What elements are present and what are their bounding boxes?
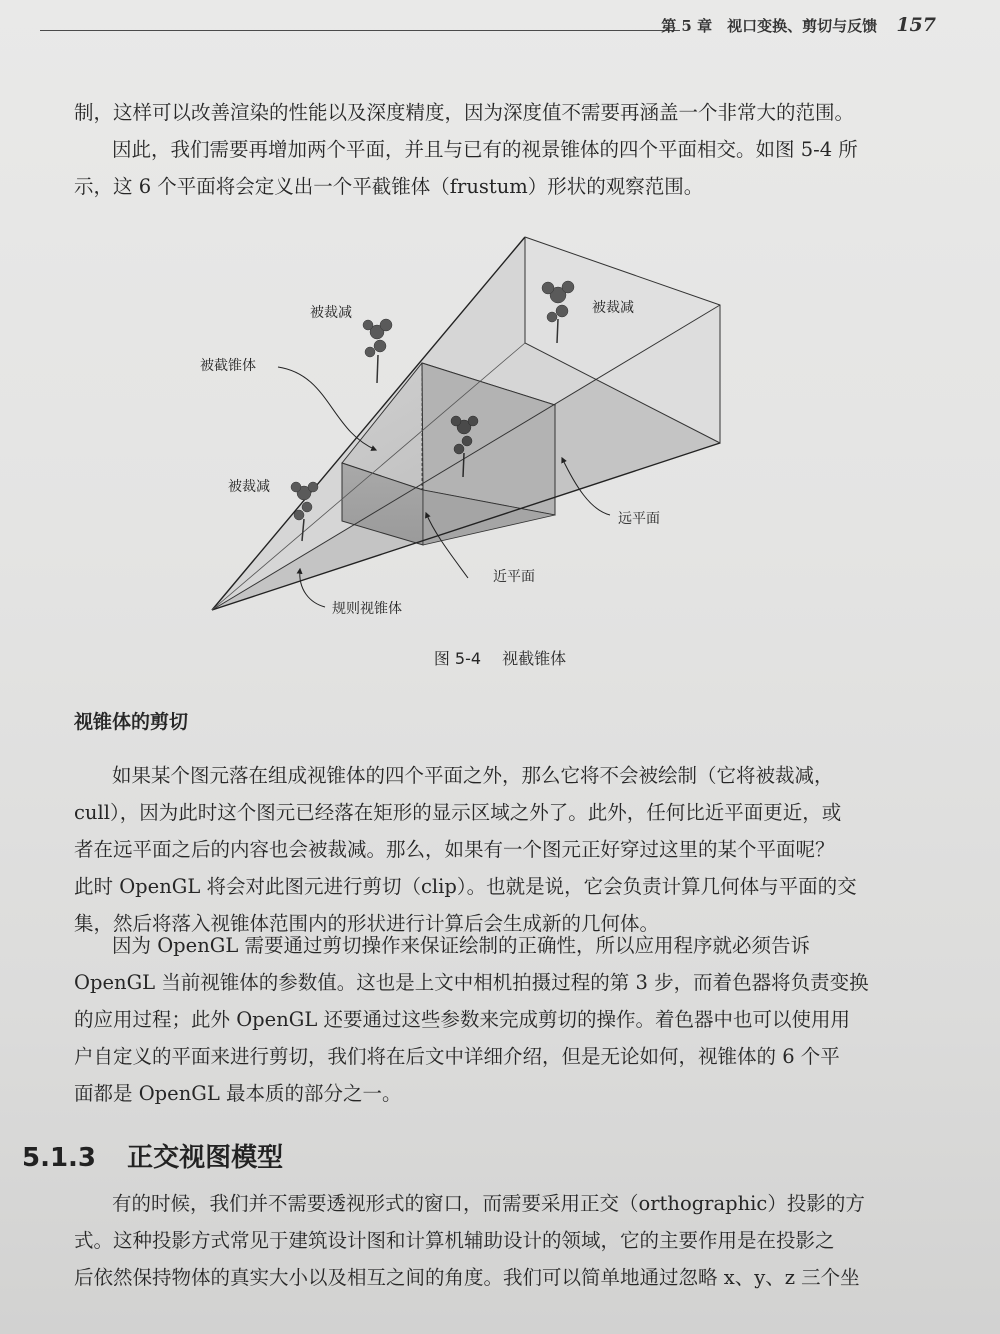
text-line: 集，然后将落入视锥体范围内的形状进行计算后会生成新的几何体。 xyxy=(74,912,660,935)
flower-icon xyxy=(363,319,392,383)
text-line: 有的时候，我们并不需要透视形式的窗口，而需要采用正交（orthographic）投影的方 xyxy=(112,1192,865,1215)
text-line: 的应用过程；此外 OpenGL 还要通过这些参数来完成剪切的操作。着色器中也可以使用用 xyxy=(74,1008,850,1031)
label-culled-top-right: 被裁减 xyxy=(592,300,634,316)
clipping-heading: 视锥体的剪切 xyxy=(74,711,189,733)
text-line: 示，这 6 个平面将会定义出一个平截锥体（frustum）形状的观察范围。 xyxy=(74,175,704,198)
caption-text: 视截锥体 xyxy=(502,649,567,668)
text-line: OpenGL 当前视锥体的参数值。这也是上文中相机拍摄过程的第 3 步，而着色器将负责变换 xyxy=(74,971,869,994)
clipping-paragraph-1 xyxy=(74,757,930,942)
text-line: 式。这种投影方式常见于建筑设计图和计算机辅助设计的领域，它的主要作用是在投影之 xyxy=(74,1229,835,1252)
section-number: 5.1.3 xyxy=(22,1143,97,1173)
label-far-plane: 远平面 xyxy=(618,511,660,527)
frustum-figure xyxy=(180,215,800,630)
section-title: 正交视图模型 xyxy=(127,1143,284,1173)
text-line: 者在远平面之后的内容也会被裁减。那么，如果有一个图元正好穿过这里的某个平面呢？ xyxy=(74,838,835,861)
page-number: 157 xyxy=(896,14,936,36)
intro-paragraph xyxy=(74,94,930,205)
text-line: 面都是 OpenGL 最本质的部分之一。 xyxy=(74,1082,402,1105)
frustum-diagram xyxy=(180,215,800,630)
text-line: 后依然保持物体的真实大小以及相互之间的角度。我们可以简单地通过忽略 x、y、z 三个坐 xyxy=(74,1266,860,1289)
section-paragraph xyxy=(74,1185,930,1296)
label-regular-frustum: 规则视锥体 xyxy=(332,601,402,617)
text-line: 因此，我们需要再增加两个平面，并且与已有的视景锥体的四个平面相交。如图 5-4 所 xyxy=(112,138,858,161)
label-culled-top-left: 被裁减 xyxy=(310,305,352,321)
text-line: cull），因为此时这个图元已经落在矩形的显示区域之外了。此外，任何比近平面更近，或 xyxy=(74,801,842,824)
text-line: 此时 OpenGL 将会对此图元进行剪切（clip）。也就是说，它会负责计算几何体与平面的交 xyxy=(74,875,857,898)
text-line: 因为 OpenGL 需要通过剪切操作来保证绘制的正确性，所以应用程序就必须告诉 xyxy=(112,934,810,957)
section-heading xyxy=(22,1137,283,1174)
header-rule xyxy=(40,30,680,31)
text-line: 如果某个图元落在组成视锥体的四个平面之外，那么它将不会被绘制（它将被裁减， xyxy=(112,764,834,787)
text-line: 制，这样可以改善渲染的性能以及深度精度，因为深度值不需要再涵盖一个非常大的范围。 xyxy=(74,101,855,124)
label-near-plane: 近平面 xyxy=(493,569,535,585)
figure-caption xyxy=(0,646,1000,669)
text-line: 户自定义的平面来进行剪切，我们将在后文中详细介绍，但是无论如何，视锥体的 6 个平 xyxy=(74,1045,840,1068)
label-culled-left: 被裁减 xyxy=(228,479,270,495)
running-header xyxy=(661,14,936,36)
label-clipped-frustum: 被截锥体 xyxy=(200,358,256,374)
clipping-paragraph-2 xyxy=(74,927,930,1112)
chapter-title: 第 5 章 视口变换、剪切与反馈 xyxy=(661,17,878,35)
caption-number: 图 5-4 xyxy=(433,649,482,668)
